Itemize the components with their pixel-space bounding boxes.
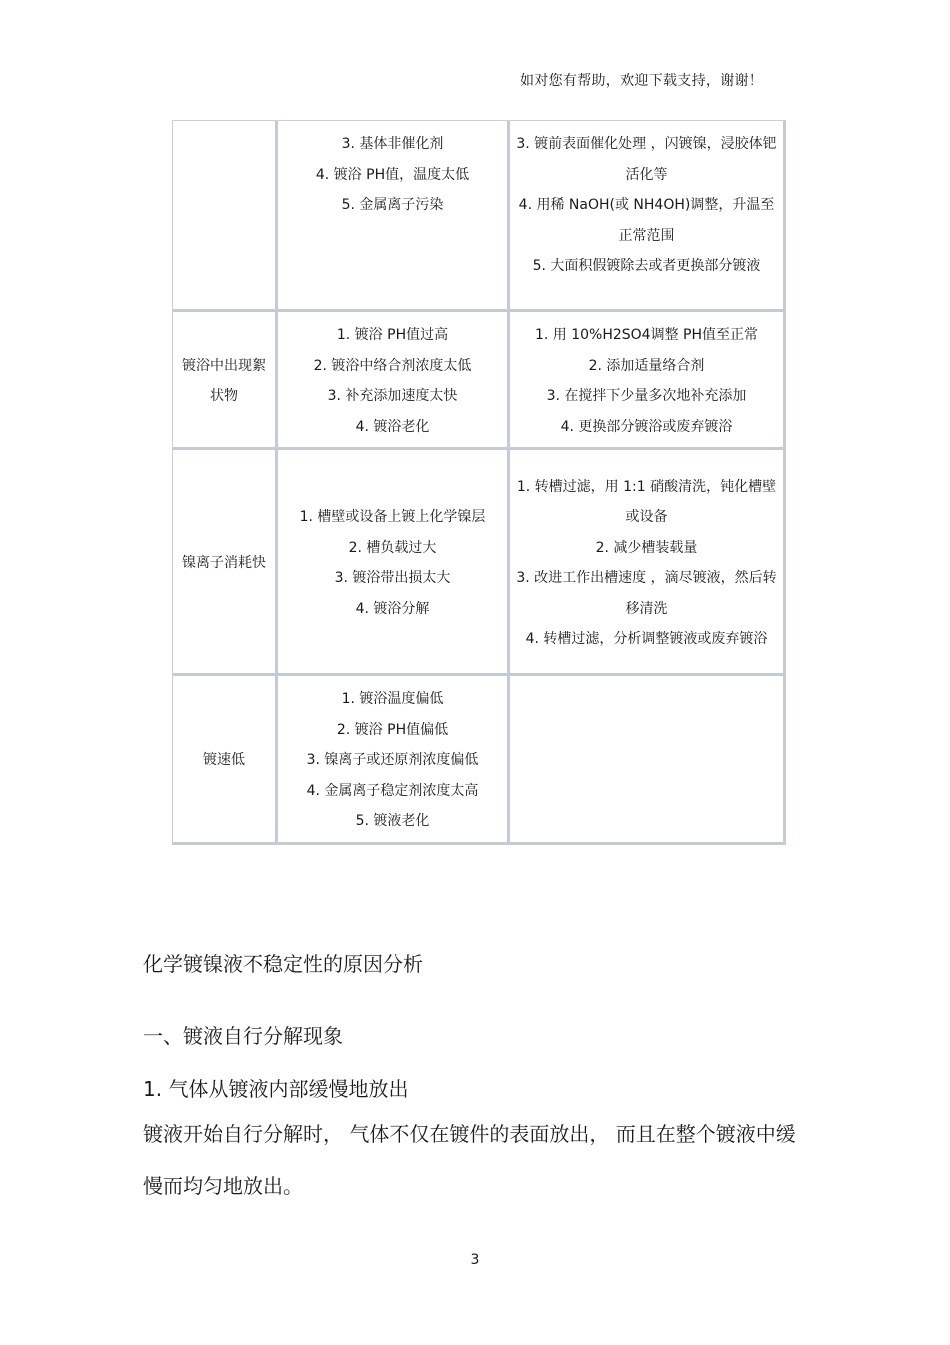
page-number: 3	[470, 1252, 480, 1268]
section-subtitle: 一、镀液自行分解现象	[143, 1024, 343, 1048]
cause-item: 1. 镀浴温度偏低	[341, 691, 444, 707]
cause-item: 5. 镀液老化	[355, 813, 430, 829]
causes-cell	[278, 312, 510, 450]
remedy-item: 3. 镀前表面催化处理 ，闪镀镍，浸胶体钯活化等	[516, 136, 777, 183]
cause-item: 2. 镀浴中络合剂浓度太低	[313, 357, 472, 374]
table-row	[173, 450, 786, 676]
remedy-item: 2. 添加适量络合剂	[588, 357, 705, 374]
remedy-item: 4. 用稀 NaOH(或 NH4OH)调整，升温至正常范围	[518, 197, 775, 244]
cause-item: 3. 补充添加速度太快	[327, 388, 458, 404]
symptom-text: 镀速低	[203, 752, 245, 768]
symptom-text: 镀浴中出现絮状物	[182, 357, 266, 404]
table-row	[173, 676, 786, 845]
cause-item: 4. 镀浴 PH值，温度太低	[315, 166, 470, 183]
remedy-item: 5. 大面积假镀除去或者更换部分镀液	[532, 258, 761, 274]
cause-item: 1. 槽壁或设备上镀上化学镍层	[299, 509, 486, 525]
cause-item: 2. 槽负载过大	[348, 539, 437, 556]
cause-item: 4. 镀浴分解	[355, 600, 430, 617]
remedy-item: 4. 更换部分镀浴或废弃镀浴	[560, 418, 733, 435]
remedies-cell-empty	[510, 676, 786, 845]
remedies-cell	[510, 121, 786, 312]
symptom-cell	[173, 121, 278, 312]
remedy-item: 1. 转槽过滤，用 1:1 硝酸清洗，钝化槽壁或设备	[516, 478, 777, 525]
remedy-item: 2. 减少槽装载量	[595, 539, 698, 556]
cause-item: 3. 镀浴带出损太大	[334, 570, 451, 586]
symptom-cell	[173, 450, 278, 676]
table-row	[173, 121, 786, 312]
causes-cell	[278, 676, 510, 845]
cause-item: 4. 金属离子稳定剂浓度太高	[306, 782, 479, 799]
remedy-item: 1. 用 10%H2SO4调整 PH值至正常	[534, 327, 759, 343]
remedy-item: 4. 转槽过滤，分析调整镀液或废弃镀浴	[525, 631, 768, 647]
cause-item: 2. 镀浴 PH值偏低	[336, 721, 449, 738]
remedies-cell	[510, 312, 786, 450]
header-note: 如对您有帮助，欢迎下载支持，谢谢！	[520, 73, 764, 89]
remedies-cell	[510, 450, 786, 676]
symptom-text: 镍离子消耗快	[182, 554, 266, 571]
cause-item: 3. 基体非催化剂	[341, 136, 444, 152]
cause-item: 4. 镀浴老化	[355, 418, 430, 435]
symptom-cell	[173, 676, 278, 845]
item-title: 1. 气体从镀液内部缓慢地放出	[143, 1077, 409, 1101]
remedy-item: 3. 在搅拌下少量多次地补充添加	[546, 388, 747, 404]
body-paragraph: 镀液开始自行分解时， 气体不仅在镀件的表面放出， 而且在整个镀液中缓慢而均匀地放出。	[143, 1122, 796, 1198]
cause-item: 1. 镀浴 PH值过高	[336, 327, 449, 343]
cause-item: 5. 金属离子污染	[341, 197, 444, 213]
table-row	[173, 312, 786, 450]
symptom-cell	[173, 312, 278, 450]
troubleshooting-table	[172, 120, 786, 845]
remedy-item: 3. 改进工作出槽速度 ，滴尽镀液，然后转移清洗	[516, 570, 777, 617]
section-title: 化学镀镍液不稳定性的原因分析	[143, 952, 423, 976]
causes-cell	[278, 121, 510, 312]
cause-item: 3. 镍离子或还原剂浓度偏低	[306, 752, 479, 768]
causes-cell	[278, 450, 510, 676]
